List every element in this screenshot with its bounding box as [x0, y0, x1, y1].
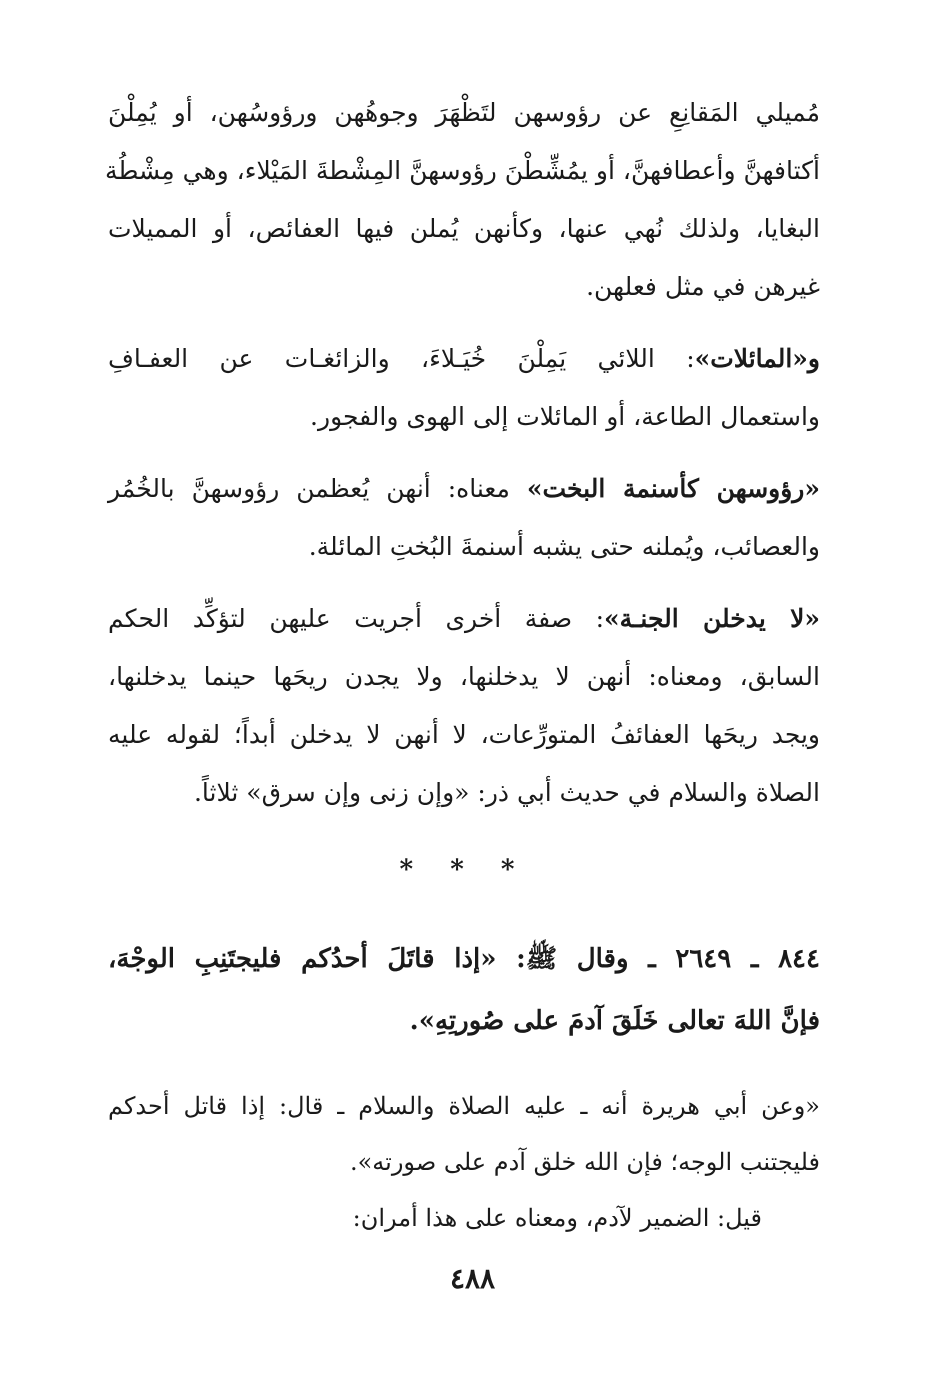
- commentary-line: قيل: الضمير لآدم، ومعناه على هذا أمران:: [352, 1204, 762, 1232]
- text-line: البغايا، ولذلك نُهي عنها، وكأنهن يُملن فيها العفائص، أو المميلات: [108, 214, 820, 243]
- text-line: ويجد ريحَها العفائفُ المتورِّعات، لا أنهن لا يدخلن أبداً؛ لقوله عليه: [108, 720, 820, 749]
- text-line: [108, 460, 820, 518]
- commentary-line: «وعن أبي هريرة أنه ـ عليه الصلاة والسلام ـ قال: إذا قاتل أحدكم: [108, 1092, 820, 1120]
- term-explanation: : اللائي يَمِلْنَ خُيَـلاءَ، والزائغـات عن العفـافِ: [108, 344, 695, 373]
- text-line: السابق، ومعناه: أنهن لا يدخلنها، ولا يجدن ريحَها حينما يدخلنها،: [108, 662, 820, 691]
- term-explanation: : صفة أخرى أجريت عليهن لتؤكِّد الحكم: [108, 604, 605, 633]
- paragraph-la-yadkhulna: [108, 590, 820, 822]
- paragraph-mailat: [108, 330, 820, 446]
- text-line: واستعمال الطاعة، أو المائلات إلى الهوى والفجور.: [310, 402, 820, 431]
- hadith-line: فإنَّ اللهَ تعالى خَلَقَ آدمَ على صُورتِهِ».: [409, 1006, 820, 1036]
- hadith-text: [108, 928, 820, 1052]
- term-heading: و«المائلات»: [694, 344, 820, 373]
- paragraph-ruusuhunna: [108, 460, 820, 576]
- text-line: [108, 590, 820, 648]
- text-line: [108, 330, 820, 388]
- term-heading: «رؤوسهن كأسنمة البخت»: [526, 474, 820, 503]
- term-explanation: معناه: أنهن يُعظمن رؤوسهنَّ بالخُمُر: [108, 474, 527, 503]
- text-line: مُميلي المَقانِعِ عن رؤوسهن لتَظْهَرَ وجوهُهن ورؤوسُهن، أو يُمِلْنَ: [108, 98, 820, 127]
- commentary: [108, 1078, 820, 1246]
- text-line: والعصائب، ويُملنه حتى يشبه أسنمةَ البُختِ المائلة.: [308, 532, 820, 561]
- term-heading: «لا يدخلن الجنـة»: [604, 604, 820, 633]
- page-body: [105, 84, 820, 1246]
- paragraph-mumilat: [105, 84, 820, 316]
- text-line: الصلاة والسلام في حديث أبي ذر: «وإن زنى وإن سرق» ثلاثاً.: [193, 778, 820, 807]
- hadith-line: ٨٤٤ ـ ٢٦٤٩ ـ وقال ﷺ: «إذا قاتَلَ أحدُكم فليجتَنِبِ الوجْهَ،: [108, 944, 820, 974]
- text-line: أكتافهنَّ وأعطافهنَّ، أو يمُشِّطْنَ رؤوسهنَّ المِشْطةَ المَيْلاء، وهي مِشْطُة: [105, 156, 820, 185]
- page-number: ٤٨٨: [449, 1262, 496, 1295]
- section-separator: * * *: [399, 855, 529, 885]
- commentary-line: فليجتنب الوجه؛ فإن الله خلق آدم على صورته».: [349, 1148, 820, 1176]
- text-line: غيرهن في مثل فعلهن.: [586, 272, 820, 301]
